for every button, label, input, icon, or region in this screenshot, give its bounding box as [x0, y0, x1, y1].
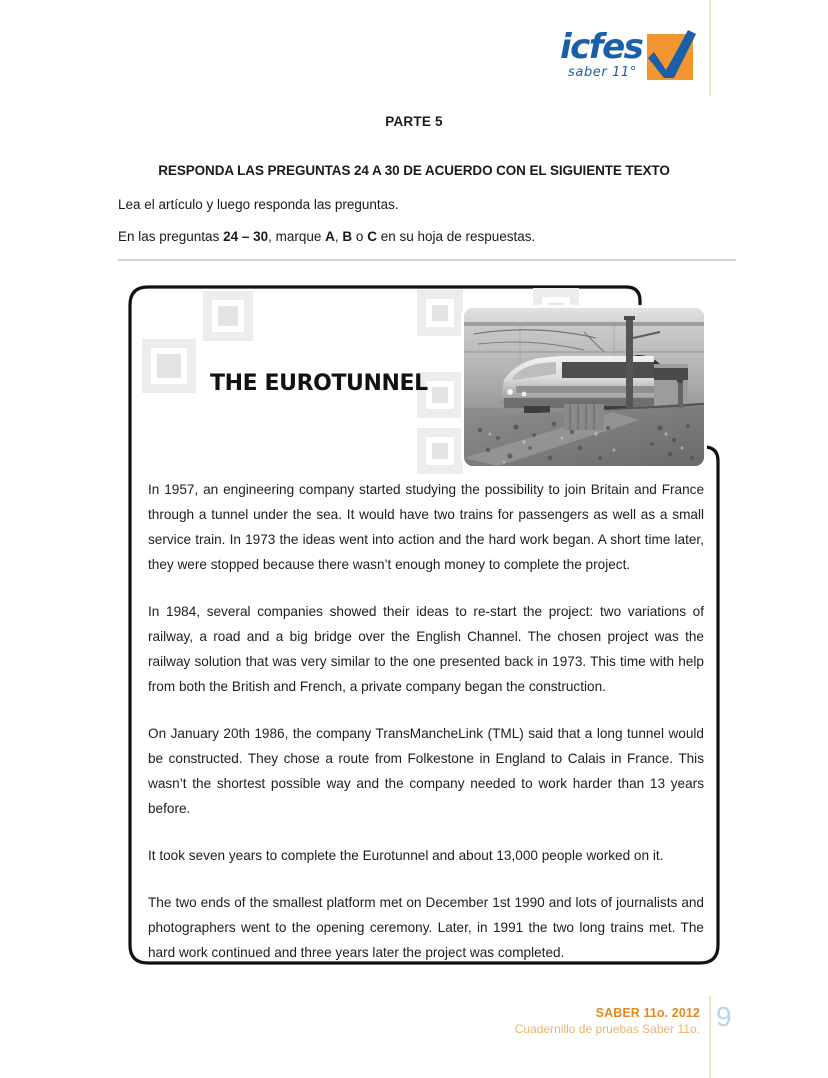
header-vertical-rule: [709, 0, 711, 96]
footer-title: SABER 11o. 2012: [595, 1006, 700, 1020]
article-paragraph: The two ends of the smallest platform met on December 1st 1990 and lots of journalists and photographers went to the opening ceremony. Later, in 1991 the two long trains met. The hard work continued and three years later the project was completed.: [148, 895, 704, 960]
instruction-suffix: en su hoja de respuestas.: [376, 229, 536, 244]
article-title: THE EUROTUNNEL: [210, 371, 428, 396]
question-range: 24 – 30: [223, 229, 269, 244]
instruction-heading: RESPONDA LAS PREGUNTAS 24 A 30 DE ACUERDO CON EL SIGUIENTE TEXTO: [158, 163, 670, 178]
page-number: 9: [716, 1001, 732, 1032]
logo-subtitle: saber 11°: [568, 65, 637, 80]
instruction-mid: , marque: [268, 229, 326, 244]
decorative-square: [426, 299, 454, 327]
decorative-square: [212, 300, 244, 332]
section-divider: [118, 259, 736, 261]
decorative-square: [151, 348, 187, 384]
page-title: PARTE 5: [385, 114, 443, 129]
instruction-prefix: En las preguntas: [118, 229, 224, 244]
article-paragraph: In 1984, several companies showed their ideas to re-start the project: two variations of railway, a road and a big bridge over the English Channel. The chosen project was the railway solution that was very similar to the one presented back in 1973. This time with help from both the British and French, a private company began the construction.: [148, 604, 704, 694]
article-paragraph: In 1957, an engineering company started studying the possibility to join Britain and France through a tunnel under the sea. It would have two trains for passengers as well as a small service train. In 1973 the ideas went into action and the hard work began. A short time later, they were stopped because there wasn’t enough money to complete the project.: [148, 482, 704, 572]
article-body: [148, 477, 704, 965]
instruction-comma: ,: [334, 229, 343, 244]
option-a: A: [325, 229, 335, 244]
article-card: [130, 287, 722, 963]
decorative-square: [426, 437, 454, 465]
footer-subtitle: Cuadernillo de pruebas Saber 11o.: [514, 1022, 700, 1036]
instruction-line-2: [118, 229, 535, 244]
logo-wordmark: icfes: [560, 27, 643, 67]
article-paragraph: It took seven years to complete the Eurotunnel and about 13,000 people worked on it.: [148, 848, 664, 863]
article-paragraph: On January 20th 1986, the company TransMancheLink (TML) said that a long tunnel would be constructed. They chose a route from Folkestone in England to Calais in France. This wasn’t the shortest possible way and the company needed to work harder than 13 years before.: [148, 726, 704, 816]
decorative-square: [426, 381, 454, 409]
option-c: C: [367, 229, 377, 244]
icfes-logo: [560, 26, 704, 88]
eurotunnel-photo: [464, 308, 704, 466]
instruction-line-1: Lea el artículo y luego responda las preguntas.: [118, 197, 399, 212]
option-b: B: [342, 229, 353, 244]
check-icon: [644, 26, 702, 84]
footer-vertical-rule: [709, 996, 711, 1078]
instruction-or: o: [352, 229, 368, 244]
